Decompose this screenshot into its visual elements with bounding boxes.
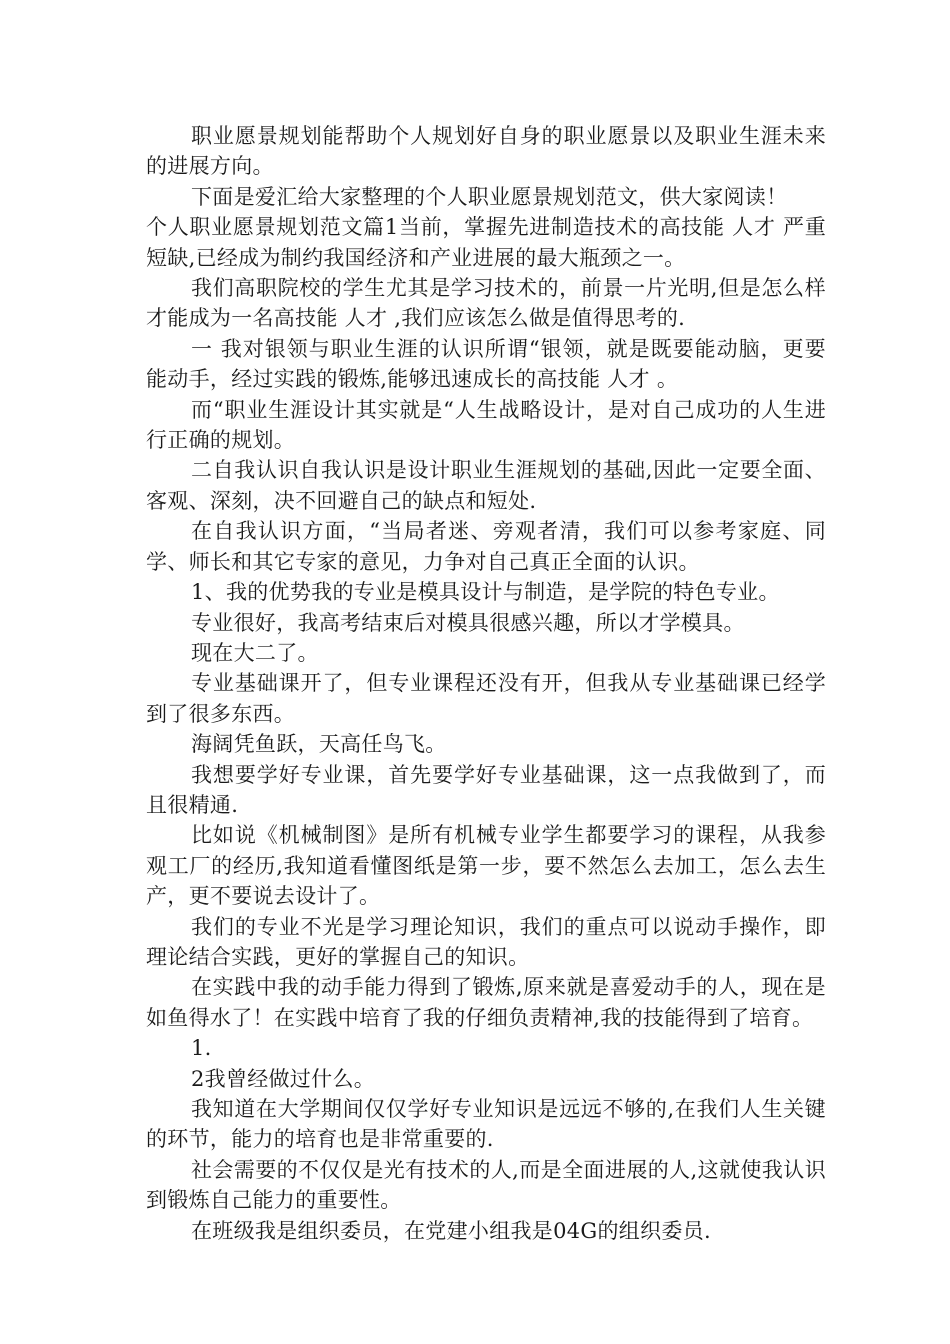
paragraph: 社会需要的不仅仅是光有技术的人,而是全面进展的人,这就使我认识到锻炼自己能力的重要性。	[146, 1157, 826, 1213]
paragraph: 海阔凭鱼跃，天高任鸟飞。	[191, 732, 447, 757]
paragraph: 比如说《机械制图》是所有机械专业学生都要学习的课程，从我参观工厂的经历,我知道看懂图纸是第一步，要不然怎么去加工，怎么去生产，更不要说去设计了。	[146, 823, 826, 909]
paragraph: 下面是爱汇给大家整理的个人职业愿景规划范文，供大家阅读！	[191, 184, 788, 209]
paragraph: 我想要学好专业课，首先要学好专业基础课，这一点我做到了，而且很精通.	[146, 762, 826, 817]
paragraph: 在班级我是组织委员，在党建小组我是04G的组织委员.	[191, 1218, 711, 1243]
paragraph: 个人职业愿景规划范文篇1当前，掌握先进制造技术的高技能 人才 严重短缺,已经成为制约我国经济和产业进展的最大瓶颈之一。	[146, 215, 826, 270]
paragraph: 我知道在大学期间仅仅学好专业知识是远远不够的,在我们人生关键的环节，能力的培育也是非常重要的.	[146, 1097, 826, 1152]
paragraph: 在自我认识方面，“当局者迷、旁观者清，我们可以参考家庭、同学、师长和其它专家的意见，力争对自己真正全面的认识。	[146, 519, 826, 574]
document-body	[146, 121, 826, 1246]
paragraph: 二自我认识自我认识是设计职业生涯规划的基础,因此一定要全面、客观、深刻，决不回避自己的缺点和短处.	[146, 458, 826, 513]
paragraph: 2我曾经做过什么。	[191, 1066, 376, 1091]
paragraph: 我们的专业不光是学习理论知识，我们的重点可以说动手操作，即理论结合实践，更好的掌握自己的知识。	[146, 914, 826, 969]
paragraph: 专业很好，我高考结束后对模具很感兴趣，所以才学模具。	[191, 610, 745, 635]
paragraph: 现在大二了。	[191, 640, 319, 665]
paragraph: 专业基础课开了，但专业课程还没有开，但我从专业基础课已经学到了很多东西。	[146, 671, 826, 726]
paragraph: 而“职业生涯设计其实就是“人生战略设计，是对自己成功的人生进行正确的规划。	[146, 397, 826, 453]
paragraph: 我们高职院校的学生尤其是学习技术的，前景一片光明,但是怎么样才能成为一名高技能 人才 ,我们应该怎么做是值得思考的.	[146, 276, 826, 331]
paragraph: 在实践中我的动手能力得到了锻炼,原来就是喜爱动手的人，现在是如鱼得水了！在实践中培育了我的仔细负责精神,我的技能得到了培育。	[146, 975, 826, 1030]
paragraph: 1.	[191, 1036, 212, 1061]
paragraph: 1、我的优势我的专业是模具设计与制造，是学院的特色专业。	[191, 580, 780, 605]
paragraph: 一 我对银领与职业生涯的认识所谓“银领，就是既要能动脑，更要能动手，经过实践的锻炼,能够迅速成长的高技能 人才 。	[146, 336, 826, 392]
paragraph: 职业愿景规划能帮助个人规划好自身的职业愿景以及职业生涯未来的进展方向。	[146, 124, 826, 179]
